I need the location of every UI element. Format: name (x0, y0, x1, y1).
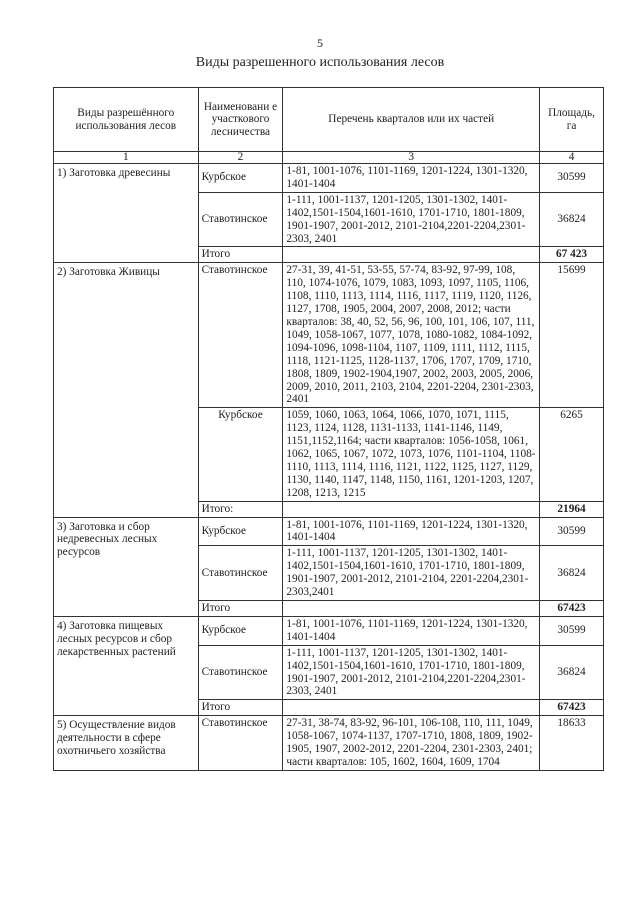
column-number-row (54, 152, 604, 164)
page-number: 5 (317, 36, 323, 50)
quarters-list: 1-111, 1001-1137, 1201-1205, 1301-1302, 1401-1402,1501-1504,1601-1610, 1701-1710, 1801-1809, 1901-1907, 2001-2012, 2101-2104,2201-2204,2301-2303, 2401 (283, 192, 540, 247)
total-label: Итого (198, 700, 283, 716)
header-row (54, 88, 604, 152)
forest-use-table (53, 87, 604, 771)
column-number: 1 (54, 152, 199, 164)
forestry-name: Ставотинское (198, 716, 283, 771)
quarters-list: 1-81, 1001-1076, 1101-1169, 1201-1224, 1301-1320, 1401-1404 (283, 164, 540, 193)
table-row (54, 517, 604, 546)
table-row (54, 616, 604, 645)
use-kind: 4) Заготовка пищевых лесных ресурсов и сбор лекарственных растений (54, 616, 199, 715)
table-row (54, 716, 604, 771)
quarters-list: 27-31, 39, 41-51, 53-55, 57-74, 83-92, 97-99, 108, 110, 1074-1076, 1079, 1083, 1093, 1097, 1105, 1106, 1108, 1110, 1113, 1114, 1116, 1117, 1119, 1120, 1126, 1127, 1708, 1905, 2004, 2007, 2008, 2012; части кварталов: 38, 40, 52, 56, 96, 100, 101, 106, 107, 111, 1049, 1058-1067, 1077, 1078, 1080-1082, 1084-1092, 1094-1096, 1098-1104, 1107, 1109, 1111, 1112, 1115, 1118, 1121-1125, 1128-1137, 1706, 1707, 1709, 1710, 1808, 1809, 1902-1904,1907, 2002, 2003, 2005, 2006, 2009, 2010, 2011, 2103, 2104, 2201-2204, 2301-2303, 2401 (283, 263, 540, 408)
quarters-list: 1-111, 1001-1137, 1201-1205, 1301-1302, 1401-1402,1501-1504,1601-1610, 1701-1710, 1801-1809, 1901-1907, 2001-2012, 2101-2104, 2201-2204,2301-2303,2401 (283, 546, 540, 601)
area-value: 30599 (540, 164, 604, 193)
use-kind: 5) Осуществление видов деятельности в сфере охотничьего хозяйства (54, 716, 199, 771)
area-value: 36824 (540, 546, 604, 601)
total-label: Итого (198, 247, 283, 263)
forestry-name: Курбское (198, 616, 283, 645)
use-kind: 3) Заготовка и сбор недревесных лесных ресурсов (54, 517, 199, 616)
page-title: Виды разрешенного использования лесов (195, 55, 445, 70)
forestry-name: Ставотинское (198, 546, 283, 601)
area-value: 15699 (540, 263, 604, 408)
forestry-name: Курбское (198, 517, 283, 546)
area-value: 30599 (540, 616, 604, 645)
quarters-list: 1-111, 1001-1137, 1201-1205, 1301-1302, 1401-1402,1501-1504,1601-1610, 1701-1710, 1801-1809, 1901-1907, 2001-2012, 2101-2104,2201-2204,2301-2303, 2401 (283, 645, 540, 700)
forestry-name: Ставотинское (198, 645, 283, 700)
area-value: 36824 (540, 192, 604, 247)
forestry-name: Курбское (198, 408, 283, 501)
total-label: Итого (198, 601, 283, 617)
header-area: Площадь, га (540, 88, 604, 152)
quarters-list: 1059, 1060, 1063, 1064, 1066, 1070, 1071, 1115, 1123, 1124, 1128, 1131-1133, 1141-1146, 1149, 1151,1152,1164; части кварталов: 1056-1058, 1061, 1062, 1065, 1067, 1072, 1073, 1076, 1101-1104, 1108-1110, 1113, 1114, 1116, 1121, 1122, 1125, 1127, 1129, 1130, 1140, 1147, 1148, 1150, 1161, 1201-1203, 1207, 1208, 1213, 1215 (283, 408, 540, 501)
area-value: 36824 (540, 645, 604, 700)
forestry-name: Курбское (198, 164, 283, 193)
quarters-list: 1-81, 1001-1076, 1101-1169, 1201-1224, 1301-1320, 1401-1404 (283, 616, 540, 645)
forestry-name: Ставотинское (198, 192, 283, 247)
use-kind: 2) Заготовка Живицы (54, 263, 199, 517)
total-value: 67 423 (540, 247, 604, 263)
total-value: 67423 (540, 601, 604, 617)
header-quarters: Перечень кварталов или их частей (283, 88, 540, 152)
total-value: 21964 (540, 501, 604, 517)
table-row (54, 263, 604, 408)
header-kind: Виды разрешённого использования лесов (54, 88, 199, 152)
quarters-list: 1-81, 1001-1076, 1101-1169, 1201-1224, 1301-1320, 1401-1404 (283, 517, 540, 546)
column-number: 2 (198, 152, 283, 164)
header-forestry: Наименовани е участкового лесничества (198, 88, 283, 152)
area-value: 18633 (540, 716, 604, 771)
area-value: 30599 (540, 517, 604, 546)
total-label: Итого: (198, 501, 283, 517)
use-kind: 1) Заготовка древесины (54, 164, 199, 263)
quarters-list: 27-31, 38-74, 83-92, 96-101, 106-108, 110, 111, 1049, 1058-1067, 1074-1137, 1707-1710, 1808, 1809, 1902-1905, 1907, 2002-2012, 2201-2204, 2301-2303, 2401; части кварталов: 105, 1602, 1604, 1609, 1704 (283, 716, 540, 771)
area-value: 6265 (540, 408, 604, 501)
table-row (54, 164, 604, 193)
total-value: 67423 (540, 700, 604, 716)
column-number: 3 (283, 152, 540, 164)
column-number: 4 (540, 152, 604, 164)
forestry-name: Ставотинское (198, 263, 283, 408)
